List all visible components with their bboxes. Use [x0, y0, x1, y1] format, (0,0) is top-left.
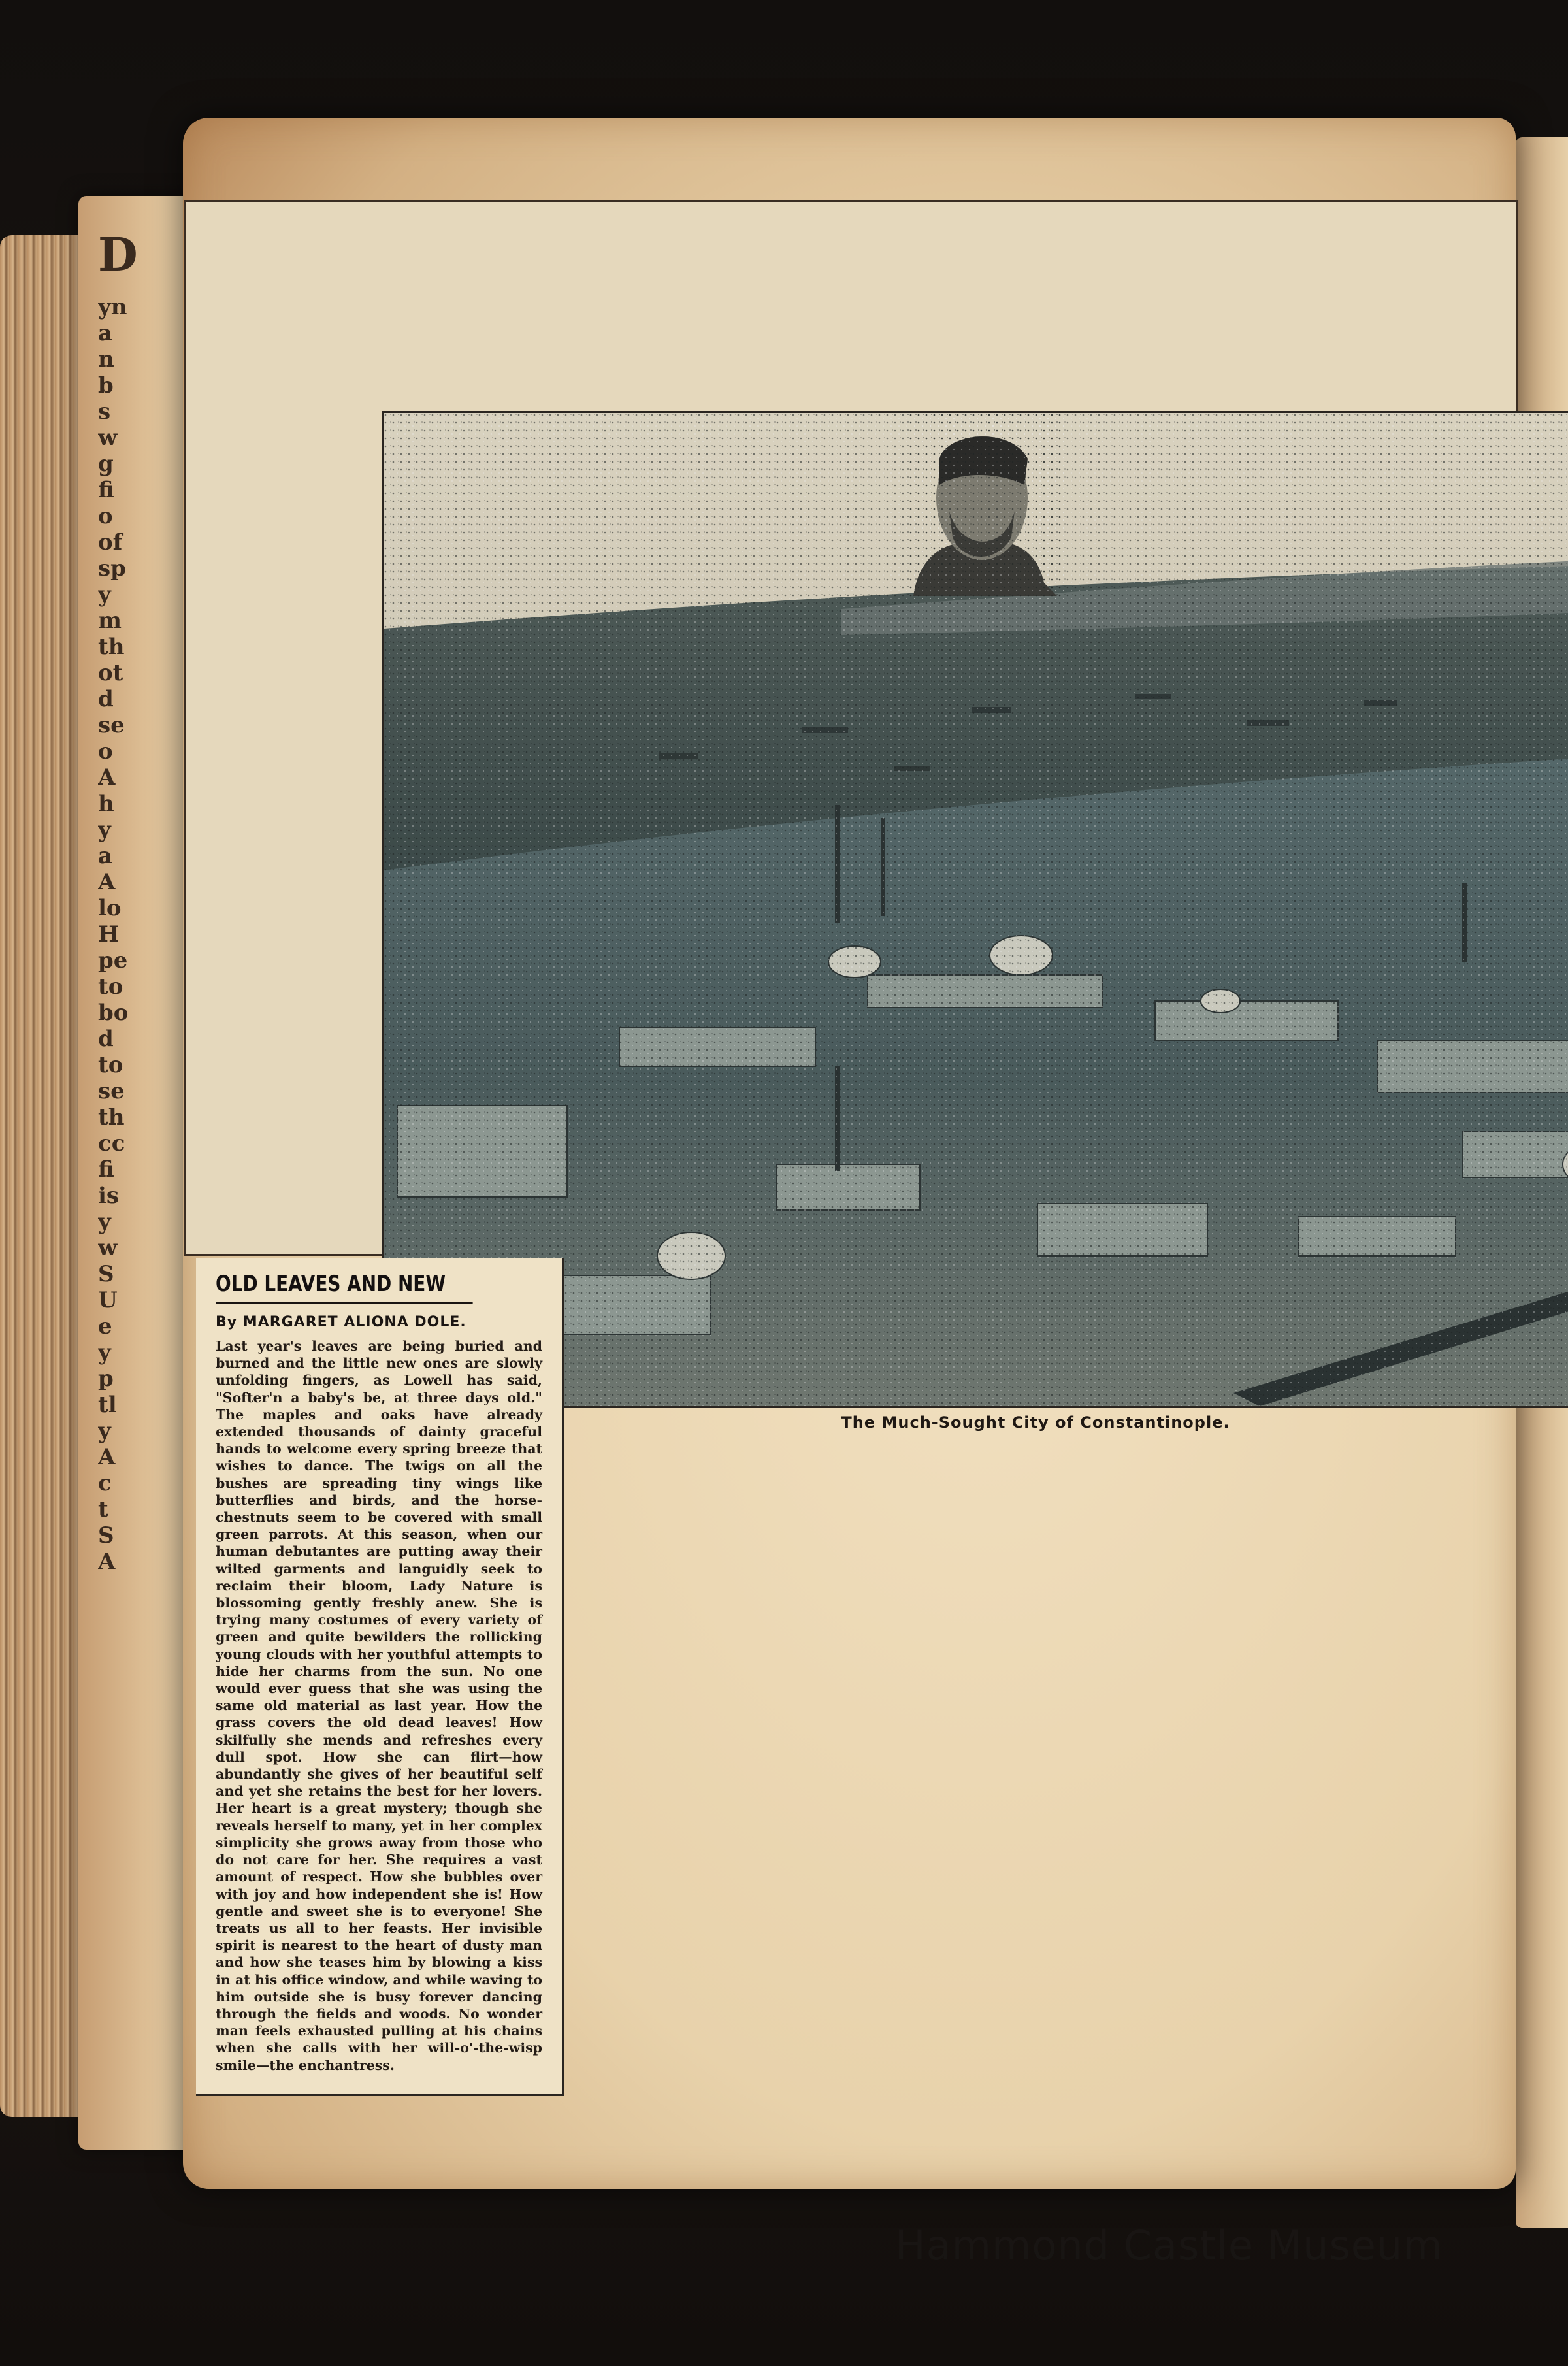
underlying-text-fragment: a	[98, 320, 113, 346]
underlying-text-fragment: D	[98, 227, 138, 282]
underlying-text-fragment: se	[98, 712, 125, 738]
underlying-text-fragment: A	[98, 869, 116, 895]
underlying-text-fragment: g	[98, 451, 114, 477]
underlying-text-fragment: sp	[98, 555, 126, 582]
underlying-text-fragment: o	[98, 503, 113, 529]
underlying-text-fragment: th	[98, 1104, 125, 1130]
underlying-text-fragment: y	[98, 1339, 111, 1366]
underlying-text-fragment: p	[98, 1366, 114, 1392]
underlying-text-fragment: h	[98, 791, 114, 817]
newspaper-article-clipping	[196, 1258, 564, 2096]
underlying-page-text-fragments	[98, 216, 170, 2097]
underlying-text-fragment: lo	[98, 895, 122, 921]
underlying-text-fragment: bo	[98, 1000, 129, 1026]
underlying-text-fragment: d	[98, 1026, 114, 1052]
underlying-text-fragment: y	[98, 1209, 111, 1235]
underlying-text-fragment: w	[98, 425, 118, 451]
underlying-text-fragment: t	[98, 1496, 108, 1522]
underlying-text-fragment: th	[98, 634, 125, 660]
underlying-text-fragment: se	[98, 1078, 125, 1104]
underlying-text-fragment: n	[98, 346, 114, 372]
underlying-text-fragment: S	[98, 1522, 114, 1549]
underlying-text-fragment: H	[98, 921, 120, 947]
underlying-text-fragment: fi	[98, 477, 114, 503]
underlying-text-fragment: ot	[98, 660, 123, 686]
underlying-text-fragment: is	[98, 1183, 120, 1209]
underlying-text-fragment: y	[98, 817, 111, 843]
underlying-text-fragment: o	[98, 738, 113, 764]
constantinople-aerial-photo	[384, 413, 1568, 1406]
underlying-text-fragment: e	[98, 1313, 112, 1339]
underlying-text-fragment: c	[98, 1470, 112, 1496]
underlying-text-fragment: w	[98, 1235, 118, 1261]
photo-caption: The Much-Sought City of Constantinople.	[841, 1413, 1230, 1432]
underlying-text-fragment: cc	[98, 1130, 125, 1157]
underlying-text-fragment: tl	[98, 1392, 117, 1418]
underlying-text-fragment: U	[98, 1287, 118, 1313]
underlying-text-fragment: y	[98, 1418, 111, 1444]
underlying-text-fragment: s	[98, 399, 111, 425]
underlying-text-fragment: a	[98, 843, 113, 869]
museum-watermark: Hammond Castle Museum	[895, 2222, 1443, 2269]
underlying-text-fragment: y	[98, 582, 111, 608]
underlying-text-fragment: A	[98, 1549, 116, 1575]
article-headline: OLD LEAVES AND NEW	[216, 1271, 483, 1304]
underlying-text-fragment: to	[98, 1052, 123, 1078]
underlying-text-fragment: d	[98, 686, 114, 712]
article-body: Last year's leaves are being buried and burned and the little new ones are slowly unfolding fingers, as Lowell has said, "Softer'n a baby's be, at three days old." The maples and oaks have already extended thousands of dainty graceful hands to welcome every spring breeze that wishes to dance. The twigs on all the bushes are spreading tiny wings like butterflies and birds, and the horse-chestnuts seem to be covered with small green parrots. At this season, when our human debutantes are putting away their wilted garments and languidly seek to reclaim their bloom, Lady Nature is blossoming gently freshly anew. She is trying many costumes of every variety of green and quite bewilders the rollicking young clouds with her youthful attempts to hide her charms from the sun. No one would ever guess that she was using the same old material as last year. How the grass covers the old dead leaves! How skilfully she mends and refreshes every dull spot. How she can flirt—how abundantly she gives of her beautiful self and yet she retains the best for her lovers. Her heart is a great mystery; though she reveals herself to many, yet in her complex simplicity she grows away from those who do not care for her. She requires a vast amount of respect. How she bubbles over with joy and how independent she is! How gentle and sweet she is to everyone! She treats us all to her feasts. Her invisible spirit is nearest to the heart of dusty man and how she teases him by blowing a kiss in at his office window, and while waving to him outside she is busy forever dancing through the fields and woods. No wonder man feels exhausted pulling at his chains when she calls with her will-o'-the-wisp smile—the enchantress.	[216, 1338, 542, 2073]
underlying-text-fragment: yn	[98, 294, 127, 320]
underlying-text-fragment: b	[98, 372, 114, 399]
article-byline: By MARGARET ALIONA DOLE.	[216, 1314, 466, 1330]
underlying-text-fragment: fi	[98, 1157, 114, 1183]
underlying-text-fragment: A	[98, 764, 116, 791]
underlying-text-fragment: of	[98, 529, 123, 555]
portrait-inset	[907, 413, 1064, 602]
underlying-text-fragment: m	[98, 608, 122, 634]
underlying-text-fragment: pe	[98, 947, 128, 974]
underlying-text-fragment: A	[98, 1444, 116, 1470]
underlying-text-fragment: to	[98, 974, 123, 1000]
underlying-text-fragment: S	[98, 1261, 114, 1287]
